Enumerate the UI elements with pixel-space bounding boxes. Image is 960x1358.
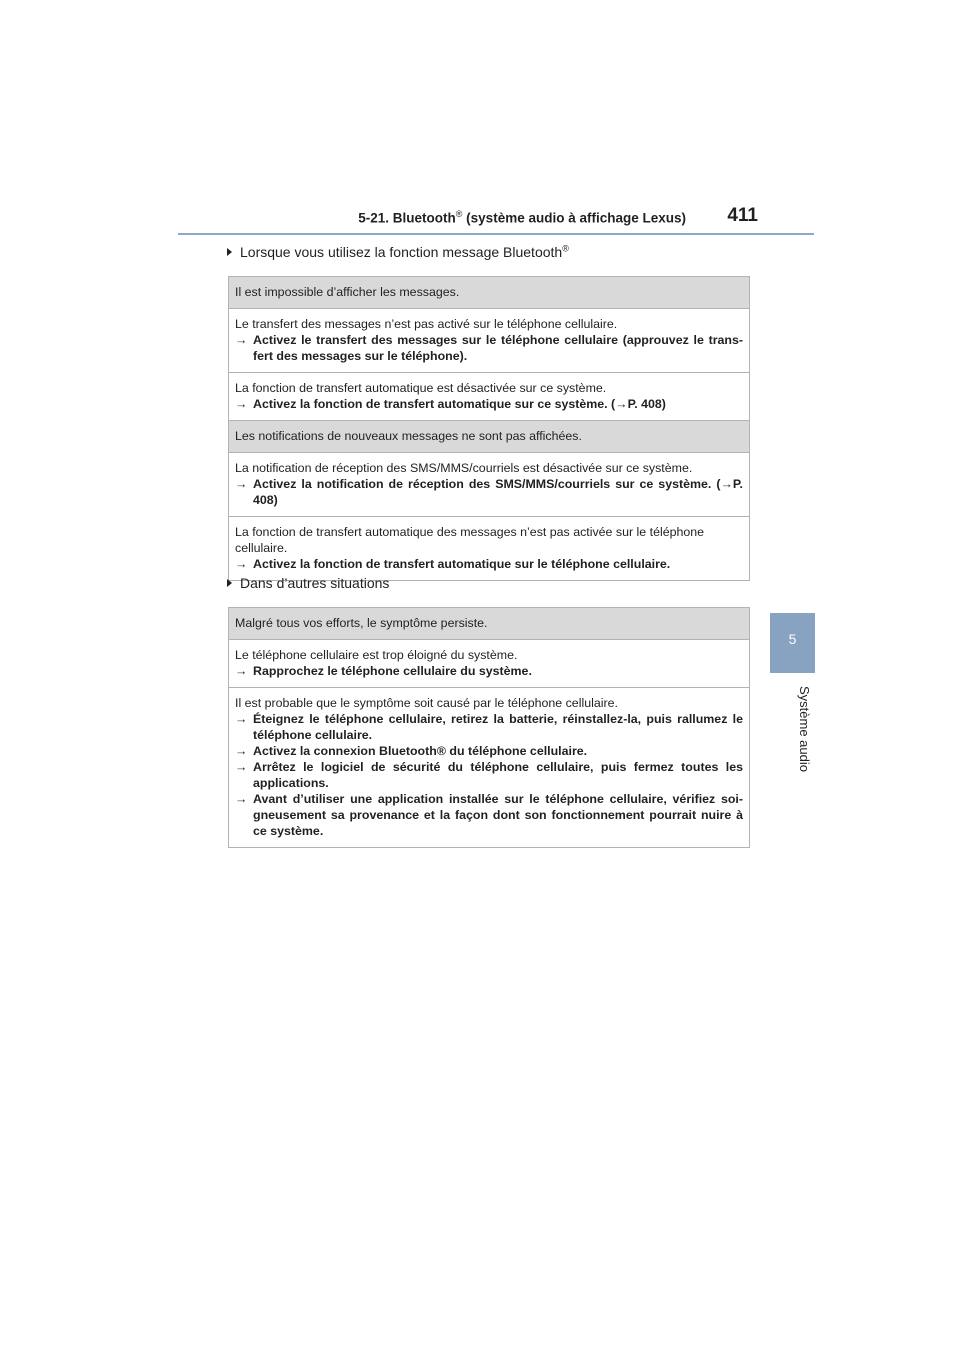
cause-row [229, 688, 750, 848]
action-text: → Activez la notification de réception des SMS/MMS/courriels sur ce système. (→P. 408) [235, 477, 743, 507]
cause-row [229, 453, 750, 517]
arrow-icon: → [235, 664, 248, 678]
chapter-tab: 5 [770, 613, 815, 673]
cause-text: La notification de réception des SMS/MMS/courriels est désactivée sur ce système. [235, 461, 693, 475]
action-text: → Activez le transfert des messages sur le téléphone cellulaire (approuvez le trans-fert des messages sur le téléphone). [235, 333, 743, 363]
action-text: → Activez la fonction de transfert automatique sur le téléphone cellulaire. [235, 557, 671, 571]
cause-text: Le téléphone cellulaire est trop éloigné du système. [235, 648, 518, 662]
cause-text: La fonction de transfert automatique des messages n’est pas activée sur le téléphone cellulaire. [235, 525, 705, 555]
arrow-icon: → [235, 557, 248, 571]
page-number: 411 [727, 205, 758, 226]
section-heading-message: Lorsque vous utilisez la fonction message Bluetooth® [227, 243, 569, 260]
action-text: → Éteignez le téléphone cellulaire, retirez la batterie, réinstallez-la, puis rallumez le téléphone cellulaire. [235, 712, 743, 742]
cause-text: La fonction de transfert automatique est désactivée sur ce système. [235, 381, 607, 395]
action-text: → Activez la connexion Bluetooth® du téléphone cellulaire. [235, 744, 588, 758]
arrow-icon: → [235, 744, 248, 758]
action-text: → Activez la fonction de transfert automatique sur ce système. (→P. 408) [235, 397, 666, 411]
action-text: → Avant d’utiliser une application installée sur le téléphone cellulaire, vérifiez soi-gneusement sa provenance et la façon dont son fonctionnement pourrait nuire à ce système. [235, 792, 743, 838]
triangle-bullet-icon [227, 248, 232, 256]
arrow-icon: → [235, 712, 248, 726]
arrow-icon: → [235, 760, 248, 774]
symptom-cell: Il est impossible d’afficher les messages. [229, 277, 750, 309]
cause-row [229, 640, 750, 688]
arrow-icon: → [235, 333, 248, 347]
section-heading-other: Dans d’autres situations [227, 575, 389, 591]
arrow-icon: → [235, 477, 248, 491]
cause-row [229, 309, 750, 373]
symptom-cell: Les notifications de nouveaux messages ne sont pas affichées. [229, 421, 750, 453]
cause-text: Il est probable que le symptôme soit causé par le téléphone cellulaire. [235, 696, 618, 710]
action-text: → Arrêtez le logiciel de sécurité du téléphone cellulaire, puis fermez toutes les applications. [235, 760, 743, 790]
arrow-icon: → [235, 397, 248, 411]
symptom-cell: Malgré tous vos efforts, le symptôme persiste. [229, 608, 750, 640]
chapter-title: 5-21. Bluetooth® (système audio à affichage Lexus) [358, 209, 686, 226]
troubleshooting-table-other [228, 607, 750, 848]
action-text: → Rapprochez le téléphone cellulaire du système. [235, 664, 532, 678]
arrow-icon: → [235, 792, 248, 806]
chapter-tab-label: Système audio [797, 686, 812, 772]
cause-row [229, 517, 750, 581]
cause-text: Le transfert des messages n’est pas activé sur le téléphone cellulaire. [235, 317, 618, 331]
cause-row [229, 373, 750, 421]
troubleshooting-table-message [228, 276, 750, 581]
triangle-bullet-icon [227, 579, 232, 587]
page-header [178, 205, 814, 235]
